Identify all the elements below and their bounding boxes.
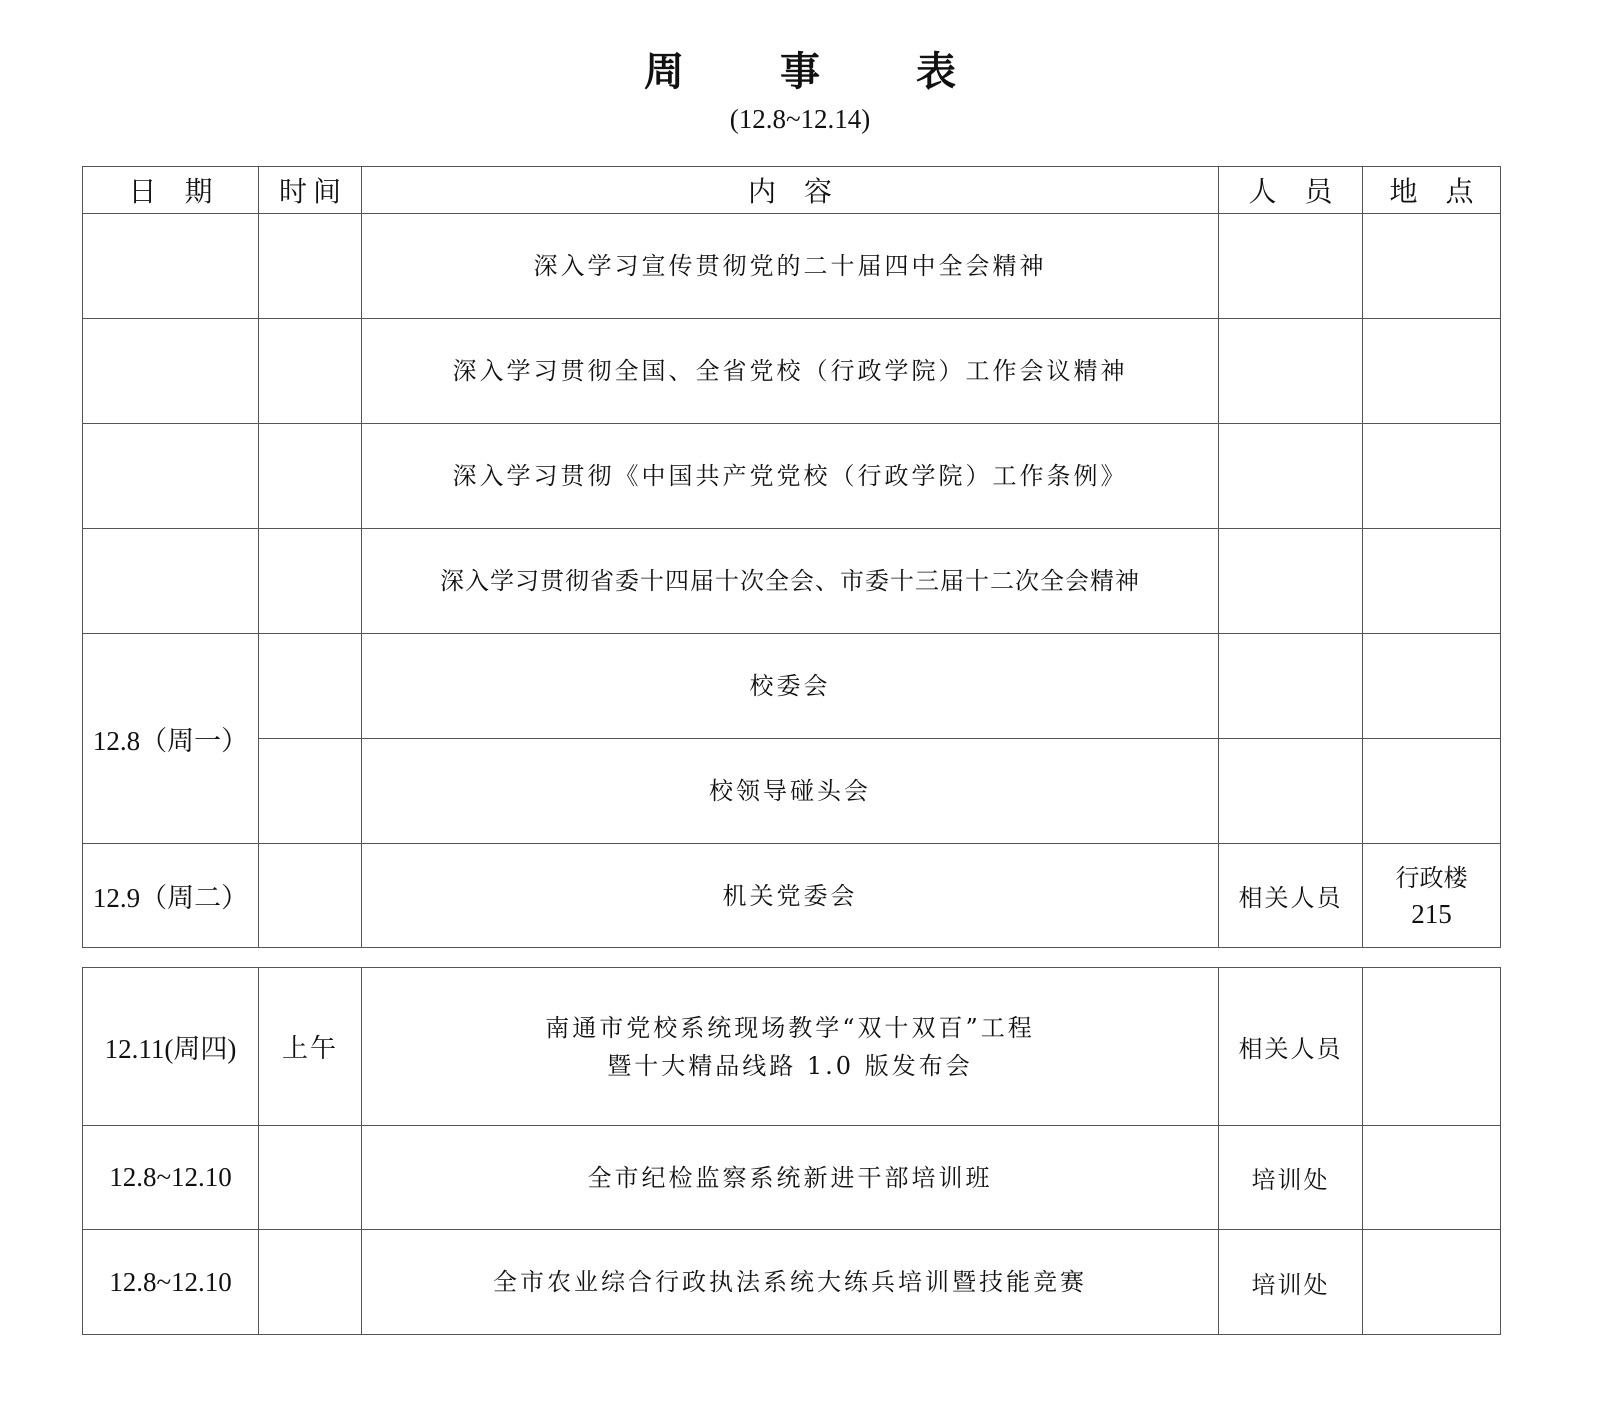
cell-date: 12.9（周二） [83,844,259,948]
cell-content [362,968,1219,1126]
cell-time [259,1230,362,1335]
cell-people: 相关人员 [1219,844,1363,948]
table-row [83,739,1501,844]
cell-place [1363,739,1501,844]
cell-date: 12.11(周四) [83,968,259,1126]
title-char: 周 [644,49,684,95]
cell-content: 校委会 [362,634,1219,739]
header-date: 日 期 [83,167,259,214]
cell-people: 培训处 [1219,1230,1363,1335]
table-row [83,1126,1501,1230]
table-row [83,529,1501,634]
place-line: 行政楼 [1395,863,1468,892]
cell-place [1363,634,1501,739]
cell-content: 深入学习宣传贯彻党的二十届四中全会精神 [362,214,1219,319]
cell-content: 机关党委会 [362,844,1219,948]
table-row [83,844,1501,948]
cell-time [259,844,362,948]
cell-place [1363,319,1501,424]
cell-date: 12.8（周一） [83,634,259,844]
cell-place [1363,424,1501,529]
table-row [83,319,1501,424]
cell-time [259,739,362,844]
cell-time [259,424,362,529]
cell-place [1363,1126,1501,1230]
cell-content: 全市农业综合行政执法系统大练兵培训暨技能竞赛 [362,1230,1219,1335]
cell-people [1219,529,1363,634]
cell-people: 培训处 [1219,1126,1363,1230]
cell-time [259,634,362,739]
table-row [83,214,1501,319]
cell-people [1219,214,1363,319]
cell-time [259,214,362,319]
schedule-table [82,166,1501,948]
cell-date [83,214,259,319]
cell-content: 深入学习贯彻省委十四届十次全会、市委十三届十二次全会精神 [362,529,1219,634]
header-people: 人 员 [1219,167,1363,214]
cell-place [1363,214,1501,319]
table-row [83,968,1501,1126]
header-place: 地 点 [1363,167,1501,214]
cell-time: 上午 [259,968,362,1126]
cell-place [1363,529,1501,634]
header-time: 时 间 [259,167,362,214]
content-line: 暨十大精品线路 1.0 版发布会 [607,1051,973,1080]
title-char: 表 [916,49,956,95]
cell-people [1219,634,1363,739]
table-row [83,1230,1501,1335]
schedule-table-continued [82,967,1501,1335]
cell-date [83,319,259,424]
cell-date [83,529,259,634]
cell-place [1363,968,1501,1126]
title-char: 事 [780,49,820,95]
cell-time [259,529,362,634]
table-row [83,424,1501,529]
cell-date [83,424,259,529]
cell-date: 12.8~12.10 [83,1230,259,1335]
table-row [83,634,1501,739]
cell-people [1219,424,1363,529]
place-line: 215 [1411,898,1452,929]
header-content: 内 容 [362,167,1219,214]
header-row [83,167,1501,214]
cell-date: 12.8~12.10 [83,1126,259,1230]
cell-people: 相关人员 [1219,968,1363,1126]
cell-people [1219,319,1363,424]
cell-content: 全市纪检监察系统新进干部培训班 [362,1126,1219,1230]
cell-place [1363,844,1501,948]
date-range: (12.8~12.14) [729,104,871,134]
content-line: 南通市党校系统现场教学“双十双百”工程 [545,1013,1035,1042]
cell-people [1219,739,1363,844]
cell-time [259,1126,362,1230]
page-title [0,44,1600,100]
cell-content: 深入学习贯彻全国、全省党校（行政学院）工作会议精神 [362,319,1219,424]
cell-content: 深入学习贯彻《中国共产党党校（行政学院）工作条例》 [362,424,1219,529]
cell-place [1363,1230,1501,1335]
cell-content: 校领导碰头会 [362,739,1219,844]
cell-time [259,319,362,424]
